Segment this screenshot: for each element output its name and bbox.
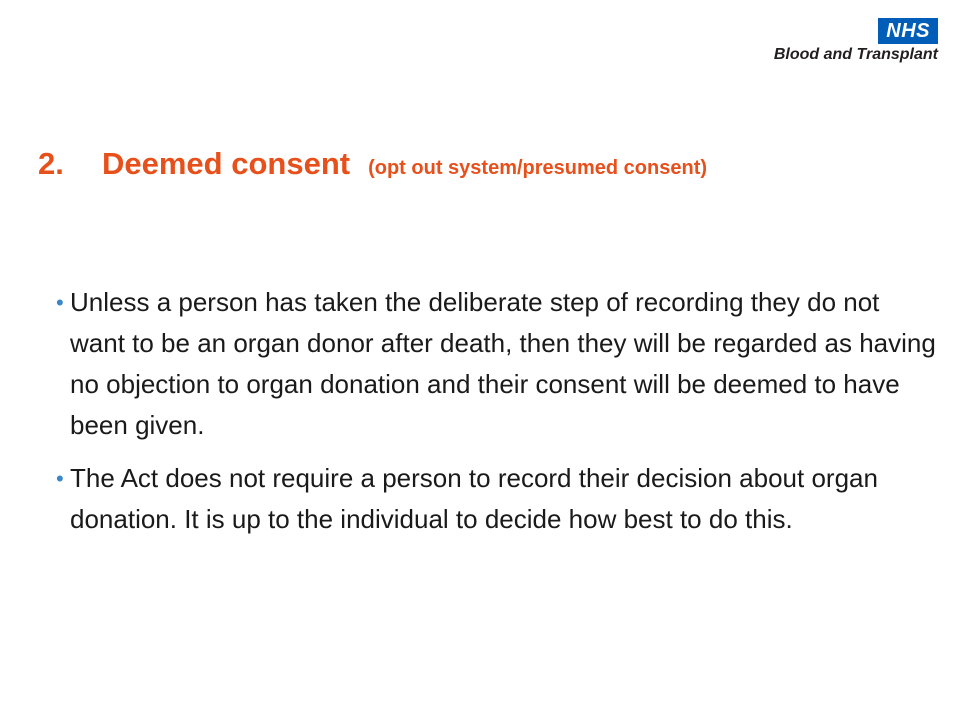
bullet-dot-icon: • [56, 466, 64, 491]
nhs-logo [774, 18, 938, 64]
bullet-item [58, 282, 938, 446]
bullet-list [58, 282, 938, 552]
title-text: Deemed consent [102, 146, 351, 181]
organization-name: Blood and Transplant [773, 46, 938, 63]
title-subtitle: (opt out system/presumed consent) [368, 157, 708, 179]
title-number: 2. [38, 146, 64, 181]
bullet-dot-icon: • [56, 290, 64, 315]
bullet-text: The Act does not require a person to record their decision about organ donation. It is up to the individual to decide how best to do this. [70, 463, 878, 534]
bullet-item [58, 458, 938, 540]
slide-title [38, 146, 707, 182]
bullet-text: Unless a person has taken the deliberate step of recording they do not want to be an organ donor after death, then they will be regarded as having no objection to organ donation and their consent will be deemed to have been given. [70, 287, 936, 440]
nhs-badge: NHS [878, 18, 938, 44]
